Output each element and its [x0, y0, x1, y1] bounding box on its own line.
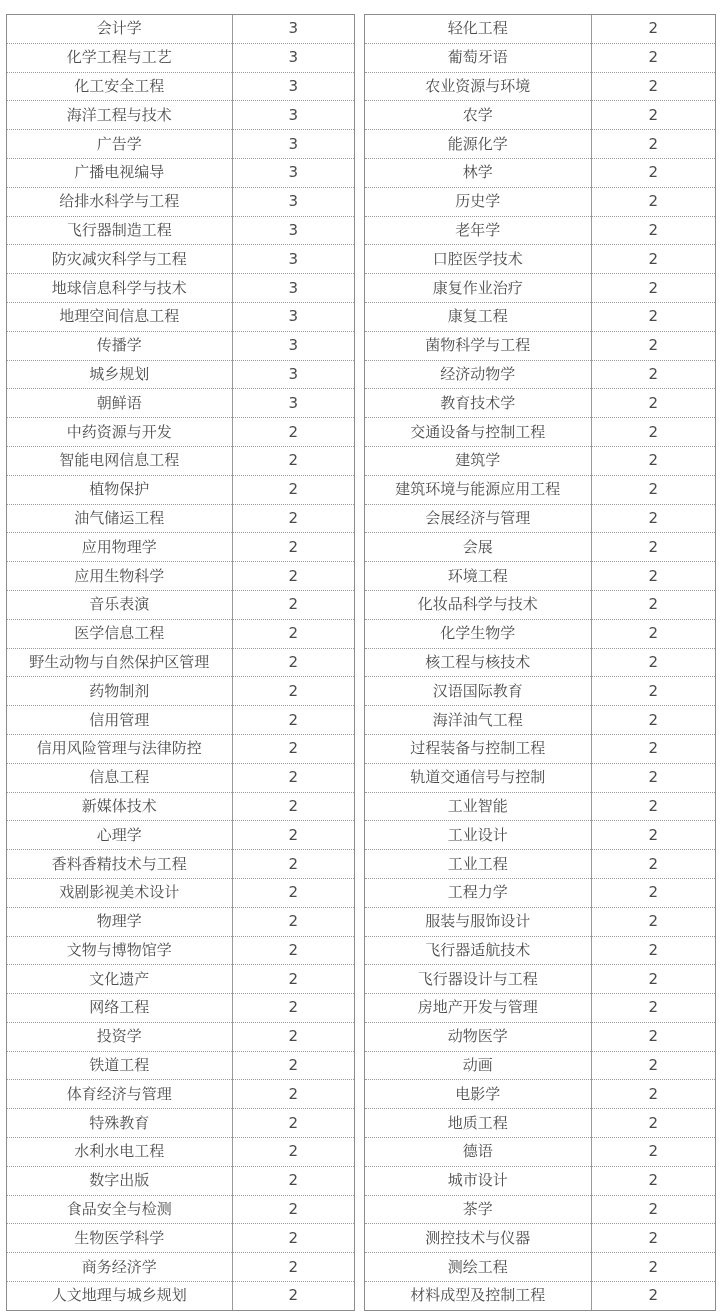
major-name-cell: 康复工程	[365, 302, 591, 331]
count-cell: 2	[232, 418, 354, 447]
table-row	[365, 1282, 715, 1310]
major-name-cell: 电影学	[365, 1080, 591, 1109]
major-name-cell: 葡萄牙语	[365, 43, 591, 72]
right-major-table	[364, 14, 716, 1311]
table-row	[7, 1253, 354, 1282]
table-row	[365, 130, 715, 159]
table-row	[365, 216, 715, 245]
table-row	[7, 677, 354, 706]
major-name-cell: 物理学	[7, 907, 232, 936]
major-name-cell: 海洋工程与技术	[7, 101, 232, 130]
count-cell: 3	[232, 360, 354, 389]
count-cell: 2	[232, 1109, 354, 1138]
count-cell: 2	[232, 965, 354, 994]
table-row	[365, 158, 715, 187]
count-cell: 2	[591, 734, 715, 763]
major-name-cell: 地球信息科学与技术	[7, 274, 232, 303]
count-cell: 2	[591, 936, 715, 965]
major-name-cell: 城乡规划	[7, 360, 232, 389]
table-row	[7, 187, 354, 216]
count-cell: 2	[232, 792, 354, 821]
major-name-cell: 人文地理与城乡规划	[7, 1282, 232, 1310]
count-cell: 2	[591, 1138, 715, 1167]
major-name-cell: 野生动物与自然保护区管理	[7, 648, 232, 677]
major-name-cell: 信用管理	[7, 706, 232, 735]
table-row	[365, 245, 715, 274]
major-name-cell: 菌物科学与工程	[365, 331, 591, 360]
major-name-cell: 朝鲜语	[7, 389, 232, 418]
count-cell: 2	[591, 907, 715, 936]
count-cell: 2	[591, 1195, 715, 1224]
major-name-cell: 林学	[365, 158, 591, 187]
major-name-cell: 房地产开发与管理	[365, 994, 591, 1023]
count-cell: 3	[232, 302, 354, 331]
count-cell: 2	[232, 850, 354, 879]
major-name-cell: 体育经济与管理	[7, 1080, 232, 1109]
table-row	[7, 389, 354, 418]
count-cell: 2	[591, 216, 715, 245]
count-cell: 2	[232, 1138, 354, 1167]
major-name-cell: 防灾减灾科学与工程	[7, 245, 232, 274]
right-table-body	[365, 15, 715, 1310]
table-row	[7, 619, 354, 648]
table-row	[365, 1138, 715, 1167]
major-name-cell: 文化遗产	[7, 965, 232, 994]
table-row	[365, 706, 715, 735]
count-cell: 2	[591, 1080, 715, 1109]
count-cell: 2	[232, 706, 354, 735]
major-name-cell: 信用风险管理与法律防控	[7, 734, 232, 763]
major-name-cell: 投资学	[7, 1022, 232, 1051]
major-name-cell: 环境工程	[365, 562, 591, 591]
table-row	[7, 878, 354, 907]
table-row	[365, 533, 715, 562]
table-row	[7, 763, 354, 792]
table-row	[7, 1138, 354, 1167]
count-cell: 3	[232, 72, 354, 101]
count-cell: 2	[232, 821, 354, 850]
table-row	[7, 792, 354, 821]
table-row	[7, 1080, 354, 1109]
major-name-cell: 化工安全工程	[7, 72, 232, 101]
count-cell: 2	[591, 245, 715, 274]
major-name-cell: 工业工程	[365, 850, 591, 879]
major-name-cell: 康复作业治疗	[365, 274, 591, 303]
major-name-cell: 材料成型及控制工程	[365, 1282, 591, 1310]
table-row	[365, 504, 715, 533]
count-cell: 2	[232, 936, 354, 965]
major-name-cell: 化妆品科学与技术	[365, 590, 591, 619]
major-name-cell: 网络工程	[7, 994, 232, 1023]
table-row	[7, 907, 354, 936]
major-name-cell: 传播学	[7, 331, 232, 360]
count-cell: 2	[232, 533, 354, 562]
table-row	[7, 245, 354, 274]
count-cell: 3	[232, 331, 354, 360]
table-row	[7, 130, 354, 159]
table-row	[365, 619, 715, 648]
table-row	[365, 446, 715, 475]
count-cell: 2	[232, 446, 354, 475]
count-cell: 2	[232, 907, 354, 936]
table-row	[365, 418, 715, 447]
table-row	[365, 302, 715, 331]
count-cell: 2	[232, 1166, 354, 1195]
count-cell: 2	[591, 302, 715, 331]
count-cell: 2	[591, 1022, 715, 1051]
major-name-cell: 动物医学	[365, 1022, 591, 1051]
major-name-cell: 戏剧影视美术设计	[7, 878, 232, 907]
major-name-cell: 教育技术学	[365, 389, 591, 418]
major-name-cell: 水利水电工程	[7, 1138, 232, 1167]
table-row	[7, 648, 354, 677]
major-name-cell: 能源化学	[365, 130, 591, 159]
count-cell: 2	[591, 619, 715, 648]
table-row	[7, 1282, 354, 1310]
table-row	[7, 43, 354, 72]
major-name-cell: 商务经济学	[7, 1253, 232, 1282]
count-cell: 2	[591, 706, 715, 735]
table-row	[7, 360, 354, 389]
table-row	[7, 533, 354, 562]
table-row	[365, 590, 715, 619]
count-cell: 2	[591, 15, 715, 43]
count-cell: 2	[591, 158, 715, 187]
major-name-cell: 音乐表演	[7, 590, 232, 619]
table-row	[7, 504, 354, 533]
count-cell: 2	[591, 878, 715, 907]
count-cell: 2	[232, 734, 354, 763]
major-name-cell: 测绘工程	[365, 1253, 591, 1282]
count-cell: 3	[232, 274, 354, 303]
count-cell: 2	[591, 533, 715, 562]
count-cell: 3	[232, 216, 354, 245]
table-row	[365, 1253, 715, 1282]
table-row	[7, 302, 354, 331]
major-name-cell: 汉语国际教育	[365, 677, 591, 706]
count-cell: 3	[232, 245, 354, 274]
major-name-cell: 会展	[365, 533, 591, 562]
table-row	[7, 15, 354, 43]
table-row	[365, 360, 715, 389]
table-row	[7, 850, 354, 879]
table-row	[365, 43, 715, 72]
table-row	[365, 792, 715, 821]
table-row	[365, 562, 715, 591]
table-row	[365, 1224, 715, 1253]
table-row	[7, 562, 354, 591]
count-cell: 2	[591, 187, 715, 216]
table-row	[365, 734, 715, 763]
table-row	[7, 1224, 354, 1253]
major-name-cell: 智能电网信息工程	[7, 446, 232, 475]
count-cell: 2	[232, 504, 354, 533]
major-name-cell: 应用生物科学	[7, 562, 232, 591]
major-name-cell: 数字出版	[7, 1166, 232, 1195]
count-cell: 2	[591, 475, 715, 504]
table-row	[365, 101, 715, 130]
table-row	[7, 446, 354, 475]
count-cell: 2	[591, 43, 715, 72]
table-row	[365, 72, 715, 101]
count-cell: 2	[648, 1286, 659, 1305]
count-cell: 3	[232, 187, 354, 216]
count-cell: 2	[591, 101, 715, 130]
table-row	[7, 216, 354, 245]
table-row	[365, 274, 715, 303]
table-row	[7, 1051, 354, 1080]
major-name-cell: 会计学	[7, 15, 232, 43]
table-row	[365, 907, 715, 936]
major-name-cell: 历史学	[365, 187, 591, 216]
table-row	[7, 72, 354, 101]
major-name-cell: 文物与博物馆学	[7, 936, 232, 965]
count-cell: 3	[232, 43, 354, 72]
table-row	[365, 1051, 715, 1080]
count-cell: 2	[288, 1286, 299, 1305]
table-row	[7, 475, 354, 504]
table-row	[365, 331, 715, 360]
left-major-table	[6, 14, 355, 1311]
count-cell: 2	[591, 360, 715, 389]
major-name-cell: 测控技术与仪器	[365, 1224, 591, 1253]
count-cell: 2	[232, 763, 354, 792]
table-row	[7, 994, 354, 1023]
table-row	[365, 1080, 715, 1109]
major-name-cell: 食品安全与检测	[7, 1195, 232, 1224]
major-name-cell: 老年学	[365, 216, 591, 245]
count-cell: 2	[232, 1224, 354, 1253]
table-row	[365, 389, 715, 418]
count-cell: 2	[232, 1195, 354, 1224]
table-row	[7, 1195, 354, 1224]
count-cell: 2	[591, 504, 715, 533]
major-name-cell: 飞行器设计与工程	[365, 965, 591, 994]
major-name-cell: 工程力学	[365, 878, 591, 907]
major-name-cell: 广播电视编导	[7, 158, 232, 187]
major-name-cell: 建筑环境与能源应用工程	[365, 475, 591, 504]
table-row	[365, 1109, 715, 1138]
major-name-cell: 农业资源与环境	[365, 72, 591, 101]
major-name-cell: 医学信息工程	[7, 619, 232, 648]
major-name-cell: 海洋油气工程	[365, 706, 591, 735]
count-cell: 2	[591, 821, 715, 850]
table-row	[7, 1166, 354, 1195]
major-name-cell: 生物医学科学	[7, 1224, 232, 1253]
major-name-cell: 特殊教育	[7, 1109, 232, 1138]
count-cell: 2	[591, 274, 715, 303]
table-row	[7, 158, 354, 187]
count-cell: 2	[591, 763, 715, 792]
count-cell: 2	[232, 475, 354, 504]
major-name-cell: 轨道交通信号与控制	[365, 763, 591, 792]
table-row	[365, 994, 715, 1023]
major-name-cell: 核工程与核技术	[365, 648, 591, 677]
table-row	[7, 1109, 354, 1138]
major-name-cell: 经济动物学	[365, 360, 591, 389]
count-cell: 2	[232, 878, 354, 907]
count-cell: 2	[232, 1022, 354, 1051]
major-name-cell: 化学工程与工艺	[7, 43, 232, 72]
left-table-body	[7, 15, 354, 1310]
table-row	[365, 763, 715, 792]
major-name-cell: 农学	[365, 101, 591, 130]
count-cell: 2	[232, 590, 354, 619]
count-cell: 2	[591, 72, 715, 101]
count-cell: 2	[232, 1051, 354, 1080]
table-row	[365, 1022, 715, 1051]
count-cell: 2	[591, 1224, 715, 1253]
count-cell: 2	[591, 1253, 715, 1282]
count-cell: 2	[232, 677, 354, 706]
count-cell: 2	[232, 1253, 354, 1282]
table-row	[7, 706, 354, 735]
major-name-cell: 飞行器适航技术	[365, 936, 591, 965]
count-cell: 3	[232, 101, 354, 130]
table-row	[365, 821, 715, 850]
major-name-cell: 茶学	[365, 1195, 591, 1224]
major-name-cell: 过程装备与控制工程	[365, 734, 591, 763]
count-cell: 2	[591, 994, 715, 1023]
major-name-cell: 油气储运工程	[7, 504, 232, 533]
table-row	[7, 418, 354, 447]
count-cell: 2	[591, 648, 715, 677]
major-name-cell: 德语	[365, 1138, 591, 1167]
major-name-cell: 植物保护	[7, 475, 232, 504]
count-cell: 2	[232, 619, 354, 648]
table-row	[365, 850, 715, 879]
count-cell: 2	[232, 1080, 354, 1109]
count-cell: 3	[232, 130, 354, 159]
count-cell: 2	[232, 648, 354, 677]
count-cell: 2	[591, 562, 715, 591]
count-cell: 3	[232, 15, 354, 43]
count-cell: 2	[591, 418, 715, 447]
count-cell: 2	[591, 1166, 715, 1195]
table-row	[7, 821, 354, 850]
major-name-cell: 会展经济与管理	[365, 504, 591, 533]
count-cell: 2	[591, 590, 715, 619]
major-name-cell: 服装与服饰设计	[365, 907, 591, 936]
table-row	[365, 965, 715, 994]
major-name-cell: 化学生物学	[365, 619, 591, 648]
major-name-cell: 动画	[365, 1051, 591, 1080]
count-cell: 2	[232, 562, 354, 591]
major-name-cell: 药物制剂	[7, 677, 232, 706]
table-row	[7, 590, 354, 619]
table-row	[7, 965, 354, 994]
major-name-cell: 心理学	[7, 821, 232, 850]
table-row	[365, 878, 715, 907]
major-name-cell: 给排水科学与工程	[7, 187, 232, 216]
table-row	[365, 475, 715, 504]
major-name-cell: 应用物理学	[7, 533, 232, 562]
major-name-cell: 地质工程	[365, 1109, 591, 1138]
table-row	[365, 187, 715, 216]
count-cell: 2	[591, 389, 715, 418]
major-name-cell: 城市设计	[365, 1166, 591, 1195]
major-name-cell: 口腔医学技术	[365, 245, 591, 274]
count-cell: 2	[591, 792, 715, 821]
count-cell: 2	[591, 130, 715, 159]
count-cell: 2	[591, 331, 715, 360]
major-name-cell: 铁道工程	[7, 1051, 232, 1080]
table-row	[7, 734, 354, 763]
count-cell: 2	[591, 446, 715, 475]
table-row	[7, 331, 354, 360]
count-cell: 2	[591, 1051, 715, 1080]
count-cell: 2	[591, 1109, 715, 1138]
table-row	[365, 1195, 715, 1224]
table-row	[7, 1022, 354, 1051]
major-name-cell: 新媒体技术	[7, 792, 232, 821]
major-name-cell: 广告学	[7, 130, 232, 159]
table-row	[365, 648, 715, 677]
table-row	[365, 15, 715, 43]
count-cell: 3	[232, 389, 354, 418]
major-name-cell: 信息工程	[7, 763, 232, 792]
count-cell: 2	[232, 994, 354, 1023]
major-name-cell: 地理空间信息工程	[7, 302, 232, 331]
major-name-cell: 工业设计	[365, 821, 591, 850]
major-name-cell: 轻化工程	[365, 15, 591, 43]
table-row	[7, 274, 354, 303]
table-row	[365, 936, 715, 965]
table-row	[7, 936, 354, 965]
major-name-cell: 工业智能	[365, 792, 591, 821]
table-row	[365, 1166, 715, 1195]
major-name-cell: 建筑学	[365, 446, 591, 475]
major-name-cell: 交通设备与控制工程	[365, 418, 591, 447]
count-cell: 2	[591, 965, 715, 994]
table-row	[365, 677, 715, 706]
major-name-cell: 香料香精技术与工程	[7, 850, 232, 879]
major-name-cell: 中药资源与开发	[7, 418, 232, 447]
count-cell: 3	[232, 158, 354, 187]
table-row	[7, 101, 354, 130]
count-cell: 2	[591, 677, 715, 706]
count-cell: 2	[591, 850, 715, 879]
major-name-cell: 飞行器制造工程	[7, 216, 232, 245]
